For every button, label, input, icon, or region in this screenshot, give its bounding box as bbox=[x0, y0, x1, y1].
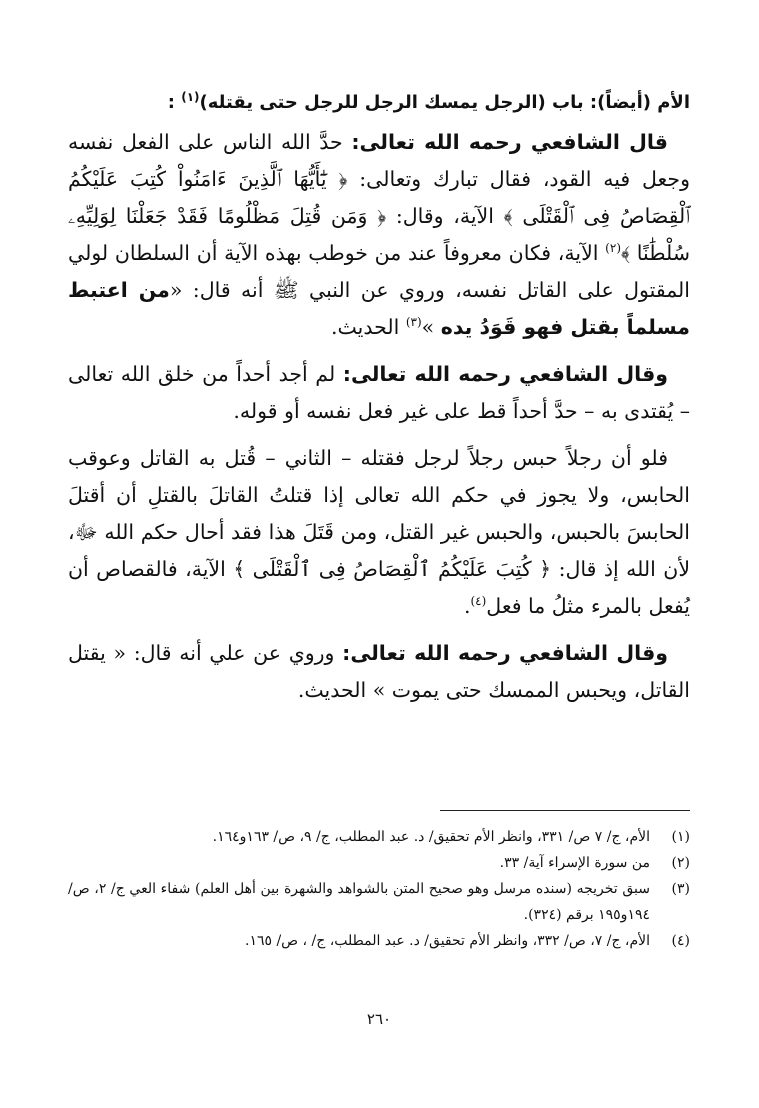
paragraph-3-text-1: فلو أن رجلاً حبس رجلاً لرجل فقتله – الثاني – قُتل به القاتل وعوقب الحابس، ولا يجوز في حكم الله تعالى إذا قتلتُ القاتلَ بالقتلِ أن أقتلَ الحابسَ بالحبس، والحبس غير القتل، ومن قَتَلَ هذا فقد أحال حكم الله ﷻ، لأن الله إذ قال: bbox=[68, 446, 691, 581]
paragraph-1-text-3: الآية، فكان معروفاً عند من خوطب بهذه الآية أن السلطان لولي المقتول على القاتل نفسه، وروي عن النبي ﷺ أنه قال: « bbox=[68, 241, 691, 302]
speaker-label: وقال الشافعي رحمه الله تعالى: bbox=[342, 641, 669, 665]
heading-tail: : bbox=[167, 92, 182, 113]
footnote-number: (٣) bbox=[671, 881, 690, 897]
footnote-number: (٢) bbox=[671, 855, 690, 871]
footnote-item bbox=[68, 876, 690, 928]
speaker-label: قال الشافعي رحمه الله تعالى: bbox=[351, 130, 668, 154]
footnotes-list bbox=[68, 824, 690, 954]
heading-text: الأم (أيضاً): باب (الرجل يمسك الرجل للرجل حتى يقتله) bbox=[199, 92, 690, 113]
paragraph-3 bbox=[68, 440, 690, 625]
footnote-text: من سورة الإسراء آية/ ٣٣. bbox=[499, 855, 650, 871]
paragraph-1-text-1: حدَّ الله الناس على الفعل نفسه وجعل فيه القود، فقال تبارك وتعالى: bbox=[68, 130, 691, 191]
footnote-ref-4: (٤) bbox=[470, 594, 487, 609]
paragraph-4 bbox=[68, 635, 690, 709]
footnote-divider bbox=[440, 810, 690, 811]
quran-verse-1: ﴿ يَٰٓأَيُّهَا ٱلَّذِينَ ءَامَنُواْ كُتِبَ عَلَيْكُمُ ٱلْقِصَاصُ فِى ٱلْقَتْلَى ﴾ bbox=[68, 167, 690, 228]
chapter-heading bbox=[68, 88, 690, 118]
hadith-quote: من اعتبط مسلماً بقتل فهو قَوَدُ يده bbox=[68, 278, 690, 339]
footnote-ref-3: (٣) bbox=[405, 315, 422, 330]
footnote-text: الأم، ج/ ٧ ص/ ٣٣١، وانظر الأم تحقيق/ د. عبد المطلب، ج/ ٩، ص/ ١٦٣و١٦٤. bbox=[212, 829, 650, 845]
footnote-ref-2: (٢) bbox=[605, 241, 621, 256]
paragraph-2-text: لم أجد أحداً من خلق الله تعالى – يُقتدى به – حدَّ أحداً قط على غير فعل نفسه أو قوله. bbox=[68, 362, 690, 423]
quran-verse-2: ﴿ وَمَن قُتِلَ مَظْلُومًا فَقَدْ جَعَلْنَا لِوَلِيِّهِۦ سُلْطَٰنًا ﴾ bbox=[68, 204, 690, 265]
speaker-label: وقال الشافعي رحمه الله تعالى: bbox=[342, 362, 668, 386]
footnote-item bbox=[68, 850, 690, 876]
paragraph-2 bbox=[68, 356, 690, 430]
footnote-text: سبق تخريجه (سنده مرسل وهو صحيح المتن بالشواهد والشهرة بين أهل العلم) شفاء العي ج/ ٢، ص/ ١٩٤و١٩٥ برقم (٣٢٤). bbox=[68, 881, 650, 923]
footnote-item bbox=[68, 928, 690, 954]
footnote-item bbox=[68, 824, 690, 850]
paragraph-1-text-2: الآية، وقال: bbox=[386, 204, 504, 228]
paragraph-1 bbox=[68, 124, 690, 346]
footnote-number: (١) bbox=[671, 829, 690, 845]
paragraph-4-text: وروي عن علي أنه قال: « يقتل القاتل، ويحبس الممسك حتى يموت » الحديث. bbox=[68, 641, 690, 702]
footnote-ref-1: (١) bbox=[181, 90, 200, 104]
footnote-text: الأم، ج/ ٧، ص/ ٣٣٢، وانظر الأم تحقيق/ د. عبد المطلب، ج/ ، ص/ ١٦٥. bbox=[244, 933, 650, 949]
footnote-number: (٤) bbox=[671, 933, 690, 949]
page-number: ٢٦٠ bbox=[366, 1010, 392, 1028]
paragraph-1-text-4: » bbox=[421, 315, 441, 339]
paragraph-1-text-5: الحديث. bbox=[331, 315, 406, 339]
paragraph-3-text-2: الآية، فالقصاص أن يُفعل بالمرء مثلُ ما فعل bbox=[68, 557, 690, 618]
paragraph-3-text-3: . bbox=[463, 594, 471, 618]
page-body bbox=[68, 88, 690, 1088]
quran-verse-3: ﴿ كُتِبَ عَلَيْكُمُ ٱلْقِصَاصُ فِى ٱلْقَتْلَى ﴾ bbox=[233, 557, 552, 581]
